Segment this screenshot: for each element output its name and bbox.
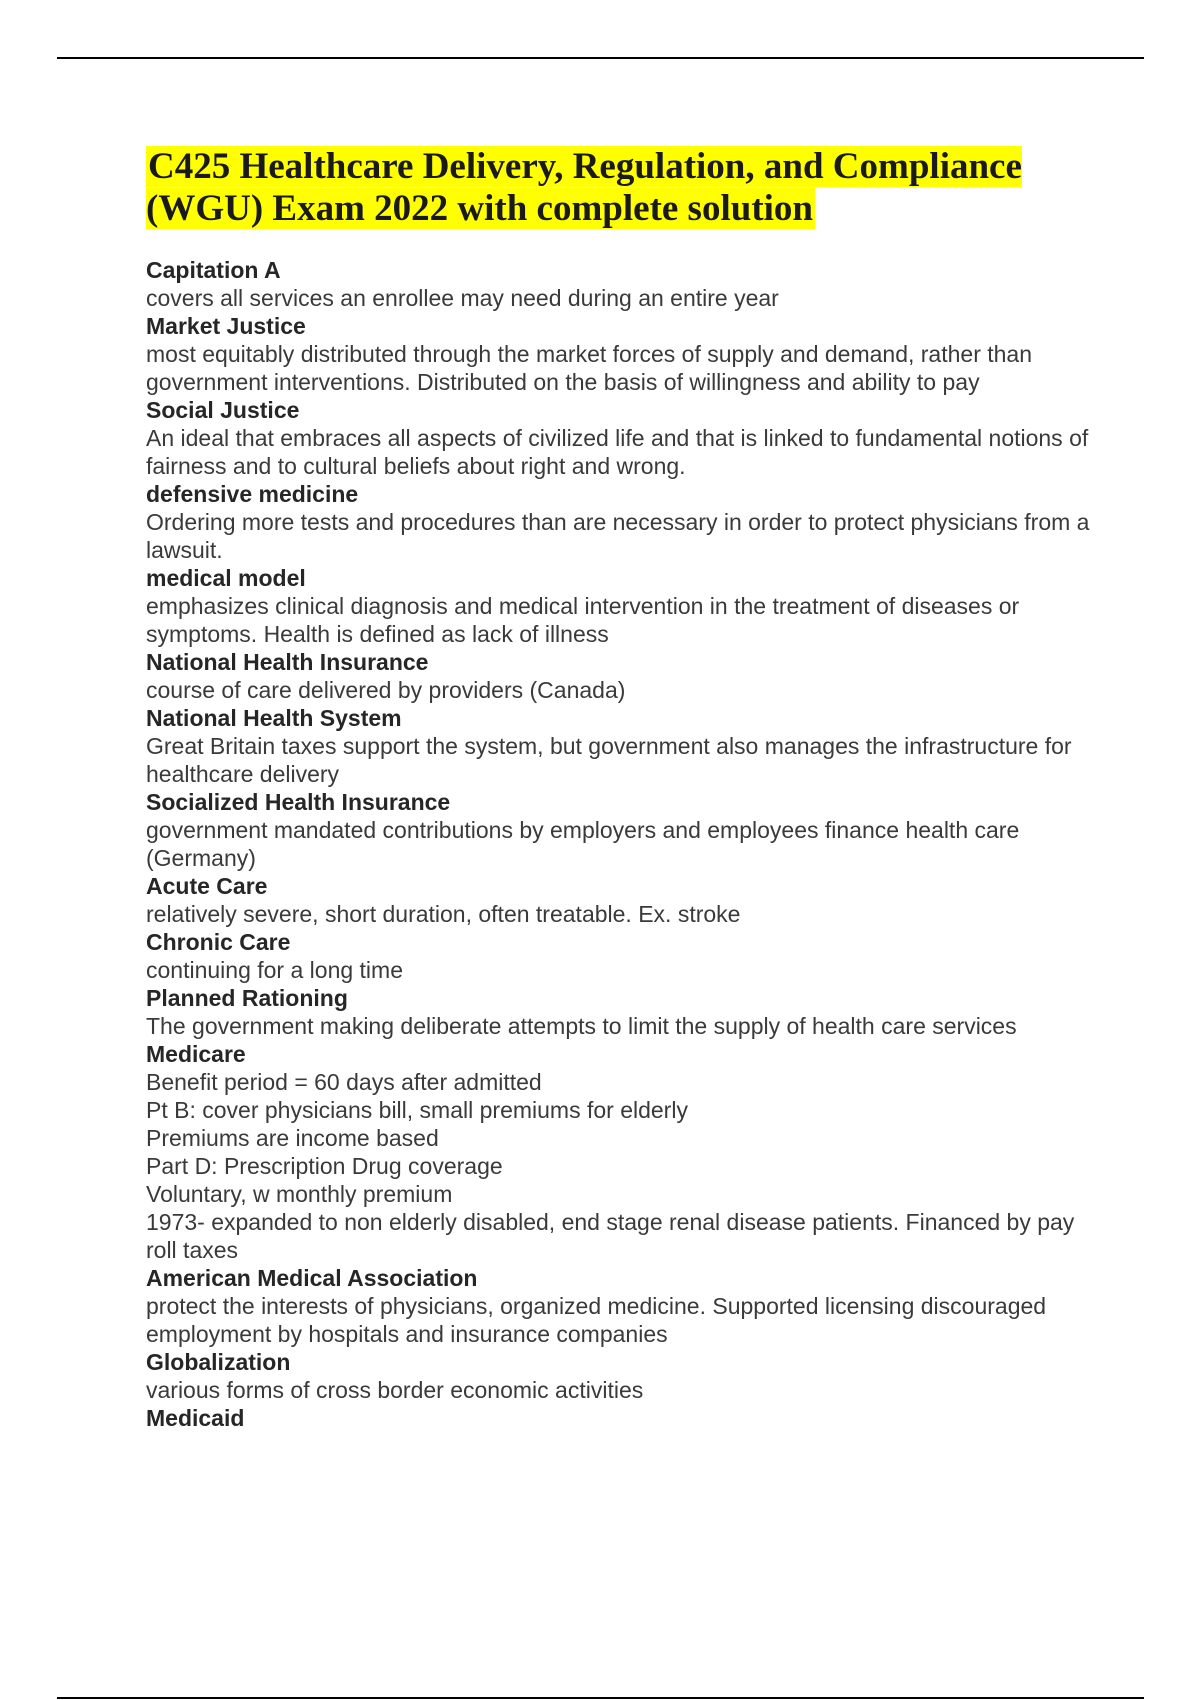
glossary-definition: 1973- expanded to non elderly disabled, end stage renal disease patients. Financed by pay roll taxes: [146, 1209, 1075, 1263]
glossary-definition: The government making deliberate attempts to limit the supply of health care services: [146, 1013, 1017, 1039]
document-title: [146, 146, 1106, 230]
glossary-term: Socialized Health Insurance: [146, 789, 451, 815]
glossary-term: Capitation A: [146, 257, 281, 283]
glossary-definition: Premiums are income based: [146, 1125, 439, 1151]
glossary-definition: government mandated contributions by employers and employees finance health care (Germany): [146, 817, 1020, 871]
glossary-list: [146, 256, 1106, 1432]
glossary-definition: continuing for a long time: [146, 957, 403, 983]
glossary-term: medical model: [146, 565, 306, 591]
glossary-definition: Benefit period = 60 days after admitted: [146, 1069, 542, 1095]
glossary-term: Medicare: [146, 1041, 246, 1067]
glossary-term: Market Justice: [146, 313, 306, 339]
glossary-term: Chronic Care: [146, 929, 291, 955]
document-body: [146, 146, 1106, 1432]
glossary-definition: course of care delivered by providers (Canada): [146, 677, 626, 703]
glossary-definition: most equitably distributed through the market forces of supply and demand, rather than government interventions. Distributed on the basis of willingness and ability to pay: [146, 341, 1033, 395]
glossary-term: Planned Rationing: [146, 985, 348, 1011]
glossary-definition: relatively severe, short duration, often treatable. Ex. stroke: [146, 901, 741, 927]
glossary-term: American Medical Association: [146, 1265, 478, 1291]
glossary-definition: emphasizes clinical diagnosis and medical intervention in the treatment of diseases or symptoms. Health is defined as lack of illness: [146, 593, 1020, 647]
glossary-definition: Part D: Prescription Drug coverage: [146, 1153, 503, 1179]
glossary-definition: covers all services an enrollee may need during an entire year: [146, 285, 779, 311]
glossary-definition: Ordering more tests and procedures than are necessary in order to protect physicians from a lawsuit.: [146, 509, 1090, 563]
glossary-definition: Pt B: cover physicians bill, small premiums for elderly: [146, 1097, 688, 1123]
glossary-definition: protect the interests of physicians, organized medicine. Supported licensing discouraged employment by hospitals and insurance companies: [146, 1293, 1047, 1347]
glossary-definition: Voluntary, w monthly premium: [146, 1181, 453, 1207]
glossary-term: defensive medicine: [146, 481, 359, 507]
glossary-term: Globalization: [146, 1349, 291, 1375]
glossary-term: Medicaid: [146, 1405, 245, 1431]
bottom-rule: [57, 1697, 1144, 1699]
glossary-definition: Great Britain taxes support the system, but government also manages the infrastructure for healthcare delivery: [146, 733, 1072, 787]
glossary-term: Social Justice: [146, 397, 300, 423]
document-title-text: C425 Healthcare Delivery, Regulation, and Compliance (WGU) Exam 2022 with complete solution: [146, 146, 1022, 229]
glossary-term: National Health Insurance: [146, 649, 429, 675]
glossary-term: Acute Care: [146, 873, 268, 899]
top-rule: [57, 57, 1144, 59]
glossary-definition: various forms of cross border economic activities: [146, 1377, 644, 1403]
glossary-definition: An ideal that embraces all aspects of civilized life and that is linked to fundamental notions of fairness and to cultural beliefs about right and wrong.: [146, 425, 1089, 479]
glossary-term: National Health System: [146, 705, 402, 731]
